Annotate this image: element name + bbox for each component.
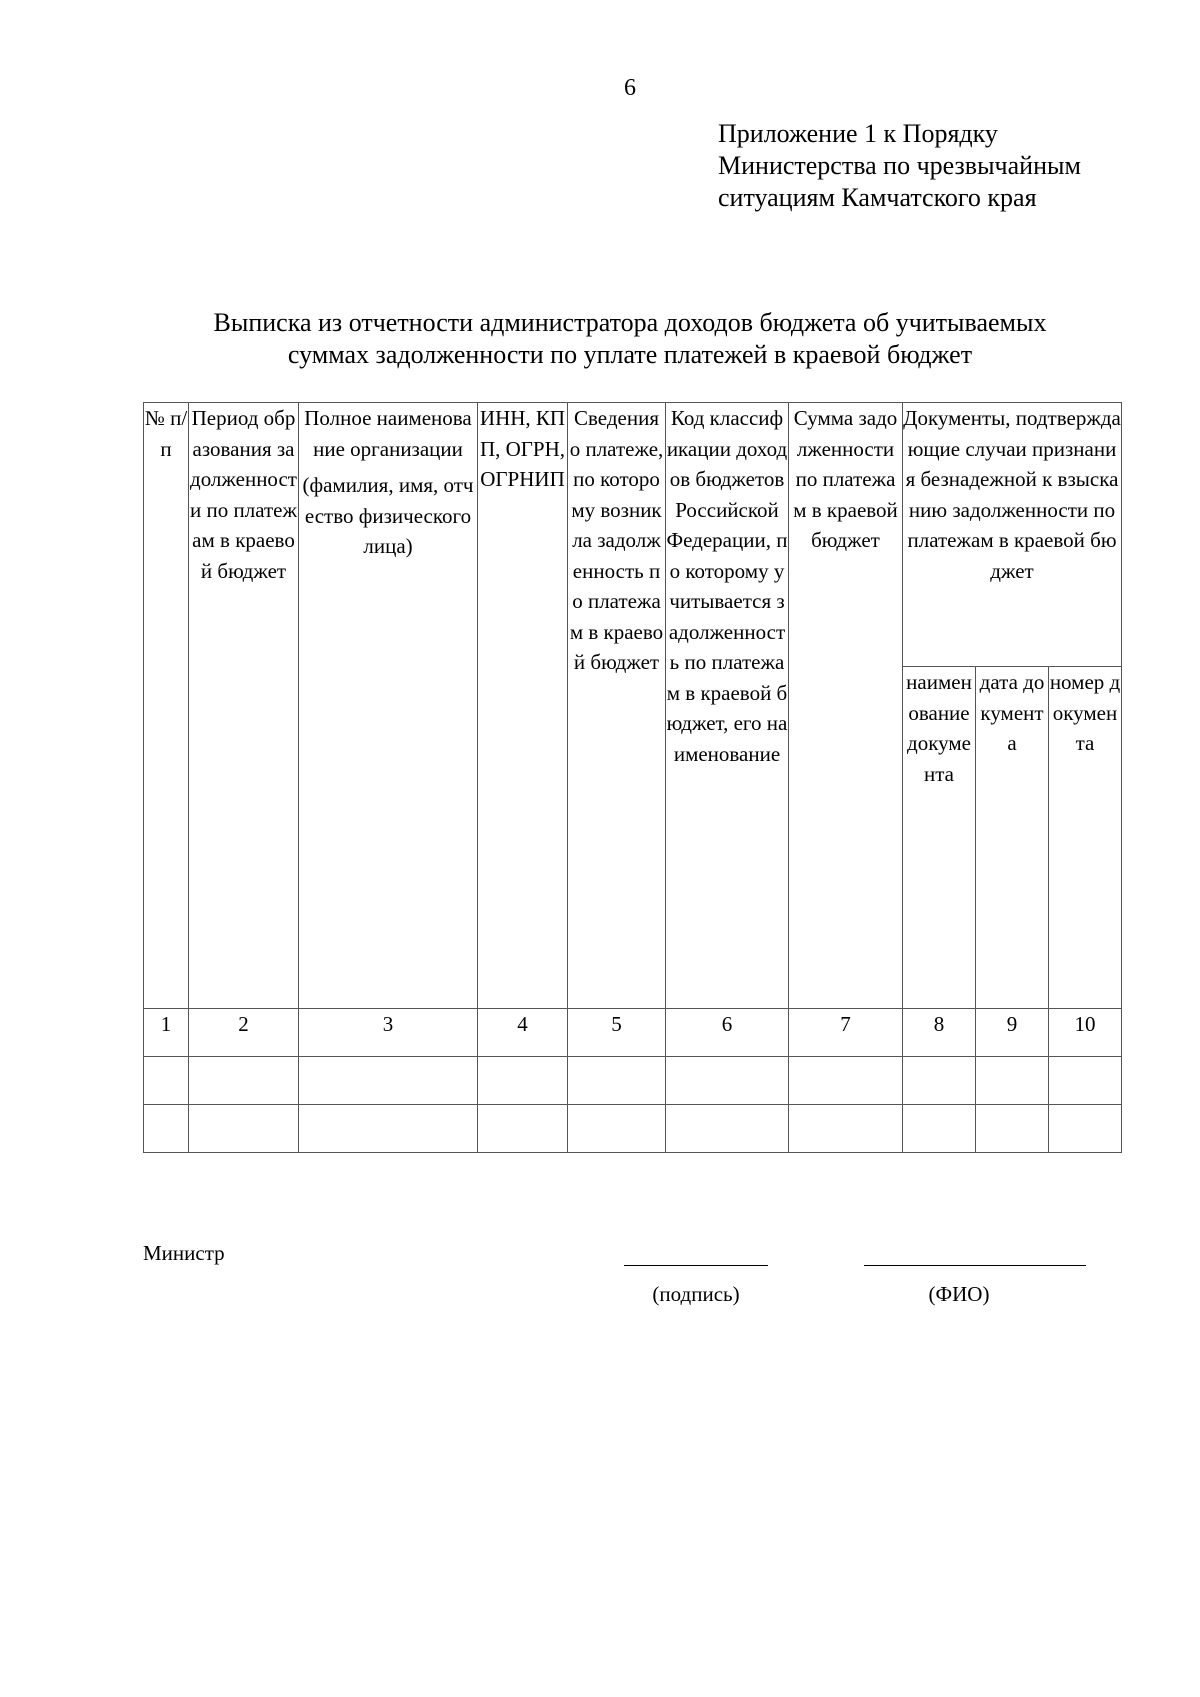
empty-cell [903, 1105, 976, 1153]
debt-report-table [143, 402, 1122, 1153]
column-number: 8 [903, 1009, 976, 1057]
empty-cell [1049, 1105, 1122, 1153]
empty-cell [789, 1105, 903, 1153]
header-cell-doc-name: наименование документа [903, 667, 976, 1009]
header-cell-doc-number: номер документа [1049, 667, 1122, 1009]
name-line [864, 1265, 1086, 1266]
empty-cell [299, 1105, 478, 1153]
appendix-line: ситуациям Камчатского края [718, 183, 1037, 212]
appendix-block [718, 118, 1081, 214]
empty-cell [189, 1105, 299, 1153]
empty-cell [189, 1057, 299, 1105]
title-line: суммах задолженности по уплате платежей в краевой бюджет [287, 340, 973, 369]
empty-cell [1049, 1057, 1122, 1105]
header-cell-payment-info: Сведения о платеже, по которому возникла задолженность по платежам в краевой бюджет [568, 403, 666, 1009]
header-cell-debt-amount: Сумма задолженности по платежам в краевой бюджет [789, 403, 903, 1009]
column-number-row [144, 1009, 1122, 1057]
column-number: 5 [568, 1009, 666, 1057]
title-line: Выписка из отчетности администратора доходов бюджета об учитываемых [213, 308, 1047, 337]
empty-cell [299, 1057, 478, 1105]
empty-cell [976, 1057, 1049, 1105]
column-number: 4 [478, 1009, 568, 1057]
appendix-line: Министерства по чрезвычайным [718, 151, 1081, 180]
empty-cell [568, 1105, 666, 1153]
empty-cell [789, 1057, 903, 1105]
empty-data-row [144, 1057, 1122, 1105]
empty-cell [666, 1105, 789, 1153]
empty-cell [666, 1057, 789, 1105]
empty-cell [903, 1057, 976, 1105]
empty-cell [478, 1105, 568, 1153]
document-title [140, 307, 1120, 371]
signature-caption: (подпись) [652, 1282, 740, 1306]
column-number: 7 [789, 1009, 903, 1057]
header-cell-organization [299, 403, 478, 1009]
header-cell-doc-date: дата документа [976, 667, 1049, 1009]
empty-cell [976, 1105, 1049, 1153]
appendix-line: Приложение 1 к Порядку [718, 119, 998, 148]
organization-label: Полное наименование организации [304, 406, 472, 461]
column-number: 3 [299, 1009, 478, 1057]
column-number: 9 [976, 1009, 1049, 1057]
header-cell-number: № п/п [144, 403, 189, 1009]
column-number: 2 [189, 1009, 299, 1057]
empty-cell [144, 1057, 189, 1105]
header-cell-classification-code: Код классификации доходов бюджетов Российской Федерации, по которому учитывается задолженность по платежам в краевой бюджет, его наименование [666, 403, 789, 1009]
empty-data-row [144, 1105, 1122, 1153]
signature-line [624, 1265, 768, 1266]
name-caption: (ФИО) [928, 1282, 990, 1306]
column-number: 1 [144, 1009, 189, 1057]
header-cell-documents: Документы, подтверждающие случаи признания безнадежной к взысканию задолженности по платежам в краевой бюджет [903, 403, 1122, 667]
empty-cell [568, 1057, 666, 1105]
page-number: 6 [624, 75, 636, 101]
header-cell-inn: ИНН, КПП, ОГРН, ОГРНИП [478, 403, 568, 1009]
header-cell-period: Период образования задолженности по платежам в краевой бюджет [189, 403, 299, 1009]
column-number: 10 [1049, 1009, 1122, 1057]
empty-cell [144, 1105, 189, 1153]
signer-position: Министр [143, 1241, 225, 1265]
empty-cell [478, 1057, 568, 1105]
column-number: 6 [666, 1009, 789, 1057]
organization-note: (фамилия, имя, отчество физического лица) [302, 473, 474, 558]
